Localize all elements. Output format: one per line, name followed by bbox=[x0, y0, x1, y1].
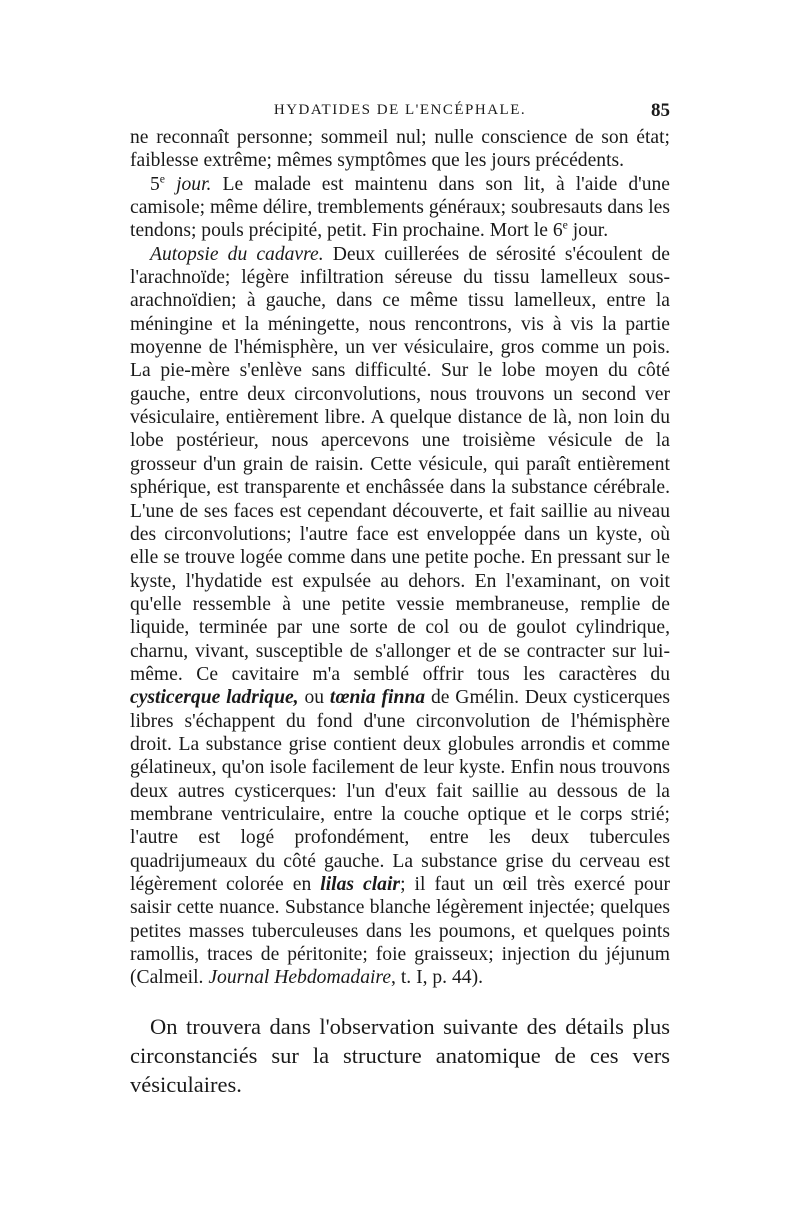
day-label: jour. bbox=[176, 173, 212, 195]
autopsy-text-e: , t. I, p. 44). bbox=[391, 967, 484, 989]
paragraph-autopsy bbox=[130, 243, 670, 990]
ordinal-suffix: e bbox=[159, 172, 166, 186]
day-number: 5 bbox=[150, 173, 160, 195]
day-five-text: Le malade est maintenu dans son lit, à l'aide d'une camisole; même délire, tremblements généraux; soubresauts dans les tendons; pouls précipité, petit. Fin prochaine. Mort le 6 bbox=[130, 173, 671, 242]
ordinal-suffix-2: e bbox=[562, 218, 568, 232]
term-cysticerque: cysticerque ladrique, bbox=[130, 687, 299, 709]
closing-paragraph bbox=[130, 1012, 670, 1099]
term-taenia: tœnia finna bbox=[329, 687, 426, 709]
running-title: HYDATIDES DE L'ENCÉPHALE. bbox=[273, 102, 527, 118]
autopsy-text-d: ; il faut un œil très exercé pour saisir cette nuance. Substance blanche légèrement injectée; quelques petites masses tuberculeuses dans les poumons, et quelques points ramollis, traces de péritonite; foie graisseux; injection du jéjunum (Calmeil. bbox=[130, 874, 670, 989]
page-number: 85 bbox=[651, 100, 670, 121]
day-five-end: jour. bbox=[567, 220, 609, 242]
autopsy-label: Autopsie du cadavre. bbox=[150, 243, 324, 265]
body-text bbox=[130, 126, 670, 990]
page-header bbox=[130, 100, 670, 124]
autopsy-text-c: de Gmélin. Deux cysticerques libres s'échappent du fond d'une circonvolution de l'hémisphère droit. La substance grise contient deux globules arrondis et comme gélatineux, qu'on isole facilement de leur kyste. Enfin nous trouvons deux autres cysticerques: l'un d'eux fait saillie au dessous de la membrane ventriculaire, entre la couche optique et le corps strié; l'autre est logé profondément, entre les deux tubercules quadrijumeaux du côté gauche. La substance grise du cerveau est légèrement colorée en bbox=[130, 687, 670, 895]
journal-title: Journal Hebdomadaire bbox=[208, 967, 392, 989]
paragraph-continuation: ne reconnaît personne; sommeil nul; nulle conscience de son état; faiblesse extrême; mêmes symptômes que les jours précédents. bbox=[130, 127, 670, 172]
term-lilas: lilas clair bbox=[320, 874, 401, 895]
autopsy-text-a: Deux cuillerées de sérosité s'écoulent de l'arachnoïde; légère infiltration séreuse du tissu lamelleux sous-arachnoïdien; à gauche, dans ce même tissu lamelleux, entre la méningine et la méningette, nous rencontrons, vis à vis la partie moyenne de l'hémisphère, un ver vésiculaire, gros comme un pois. La pie-mère s'enlève sans difficulté. Sur le lobe moyen du côté gauche, entre deux circonvolutions, nous trouvons un second ver vésiculaire, entièrement libre. A quelque distance de là, non loin du lobe postérieur, nous apercevons une troisième vésicule de la grosseur d'un grain de raisin. Cette vésicule, qui paraît entièrement sphérique, est transparente et enchâssée dans la substance cérébrale. L'une de ses faces est cependant découverte, et fait saillie au niveau des circonvolutions; l'autre face est enveloppée dans un kyste, où elle se trouve logée comme dans une petite poche. En pressant sur le kyste, l'hydatide est expulsée au dehors. En l'examinant, on voit qu'elle ressemble à une petite vessie membraneuse, remplie de liquide, terminée par une sorte de col ou de goulot cylindrique, charnu, vivant, susceptible de s'allonger et de se contracter sur lui-même. Ce cavitaire m'a semblé offrir tous les caractères du bbox=[130, 243, 670, 685]
closing-text: On trouvera dans l'observation suivante des détails plus circonstanciés sur la structure anatomique de ces vers vésiculaires. bbox=[130, 1014, 670, 1097]
paragraph-day-five bbox=[130, 173, 670, 243]
autopsy-text-b: ou bbox=[298, 687, 330, 709]
